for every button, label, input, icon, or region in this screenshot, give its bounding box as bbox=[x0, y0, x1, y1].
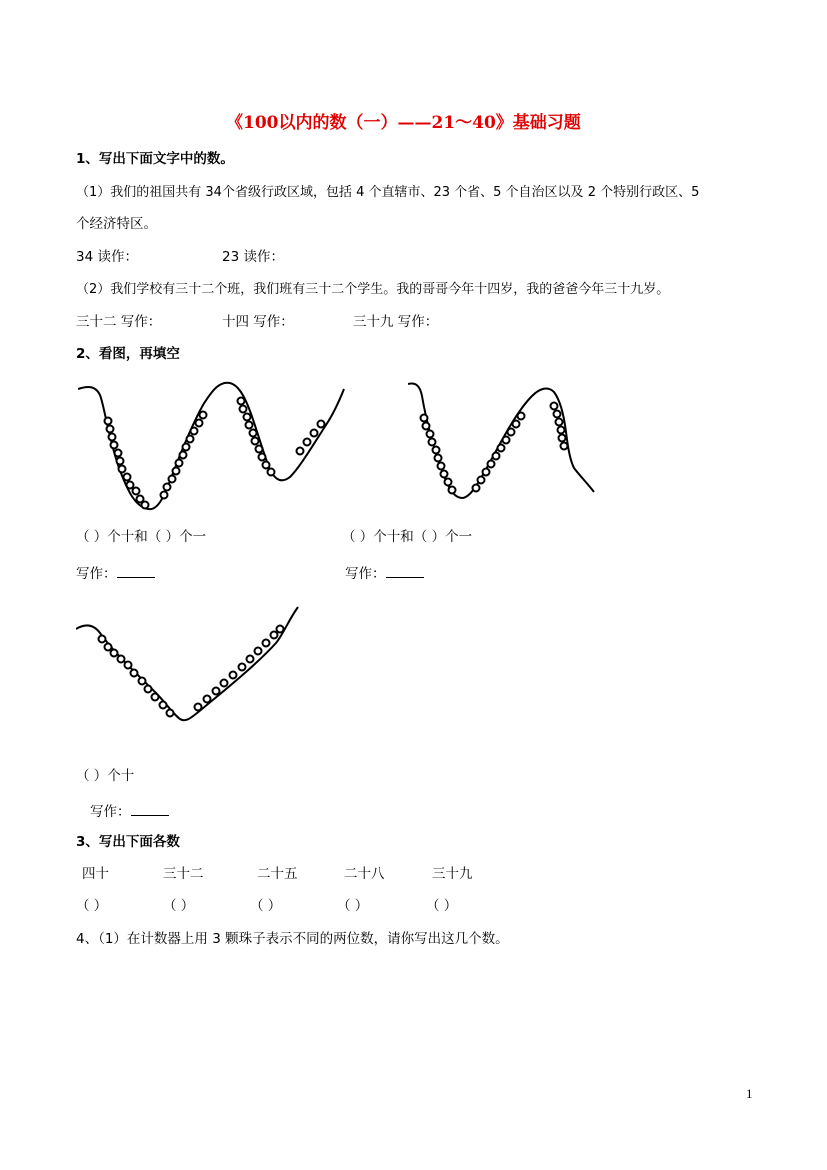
bead-counter-figure-1 bbox=[78, 375, 353, 520]
q3-heading: 3、写出下面各数 bbox=[76, 834, 180, 850]
q1-write-14: 十四 写作： bbox=[222, 314, 294, 330]
q4-heading: 4、（1）在计数器上用 3 颗珠子表示不同的两位数，请你写出这几个数。 bbox=[76, 931, 509, 947]
write-label: 写作： bbox=[345, 566, 386, 582]
write-label: 写作： bbox=[90, 804, 131, 820]
page-title: 《100以内的数（一）——21～40》基础习题 bbox=[226, 113, 581, 133]
answer-blank[interactable] bbox=[131, 803, 169, 816]
q3-item: 四十 bbox=[82, 866, 109, 882]
q2-heading: 2、看图，再填空 bbox=[76, 346, 180, 362]
q3-answer-paren[interactable]: （ ） bbox=[250, 898, 282, 914]
q3-answer-paren[interactable]: （ ） bbox=[337, 898, 369, 914]
q1-p1-line2: 个经济特区。 bbox=[76, 216, 157, 232]
fig1-write bbox=[76, 565, 155, 582]
answer-blank[interactable] bbox=[386, 565, 424, 578]
q1-read-34: 34 读作： bbox=[76, 249, 138, 265]
q3-item: 二十五 bbox=[257, 866, 298, 882]
q3-item: 三十九 bbox=[432, 866, 473, 882]
fig3-caption: （ ）个十 bbox=[76, 768, 135, 784]
write-label: 写作： bbox=[76, 566, 117, 582]
bead-counter-figure-2 bbox=[408, 380, 598, 500]
q3-item: 三十二 bbox=[163, 866, 204, 882]
fig1-caption: （ ）个十和（ ）个一 bbox=[76, 529, 207, 545]
bead-counter-figure-3 bbox=[76, 603, 304, 728]
answer-blank[interactable] bbox=[117, 565, 155, 578]
q1-p1-line1: （1）我们的祖国共有 34个省级行政区域，包括 4 个直辖市、23 个省、5 个自治区以及 2 个特别行政区、5 bbox=[76, 185, 700, 200]
q1-heading: 1、写出下面文字中的数。 bbox=[76, 151, 234, 167]
q3-answer-paren[interactable]: （ ） bbox=[76, 898, 108, 914]
q1-write-39: 三十九 写作： bbox=[353, 314, 439, 330]
page-number: 1 bbox=[746, 1086, 753, 1101]
fig3-write bbox=[90, 803, 169, 820]
q1-p2: （2）我们学校有三十二个班，我们班有三十二个学生。我的哥哥今年十四岁，我的爸爸今年三十九岁。 bbox=[76, 282, 670, 297]
fig2-caption: （ ）个十和（ ）个一 bbox=[342, 529, 473, 545]
q3-answer-paren[interactable]: （ ） bbox=[163, 898, 195, 914]
q1-write-32: 三十二 写作： bbox=[76, 314, 162, 330]
q1-read-23: 23 读作： bbox=[222, 249, 284, 265]
q3-item: 二十八 bbox=[344, 866, 385, 882]
q3-answer-paren[interactable]: （ ） bbox=[426, 898, 458, 914]
fig2-write bbox=[345, 565, 424, 582]
